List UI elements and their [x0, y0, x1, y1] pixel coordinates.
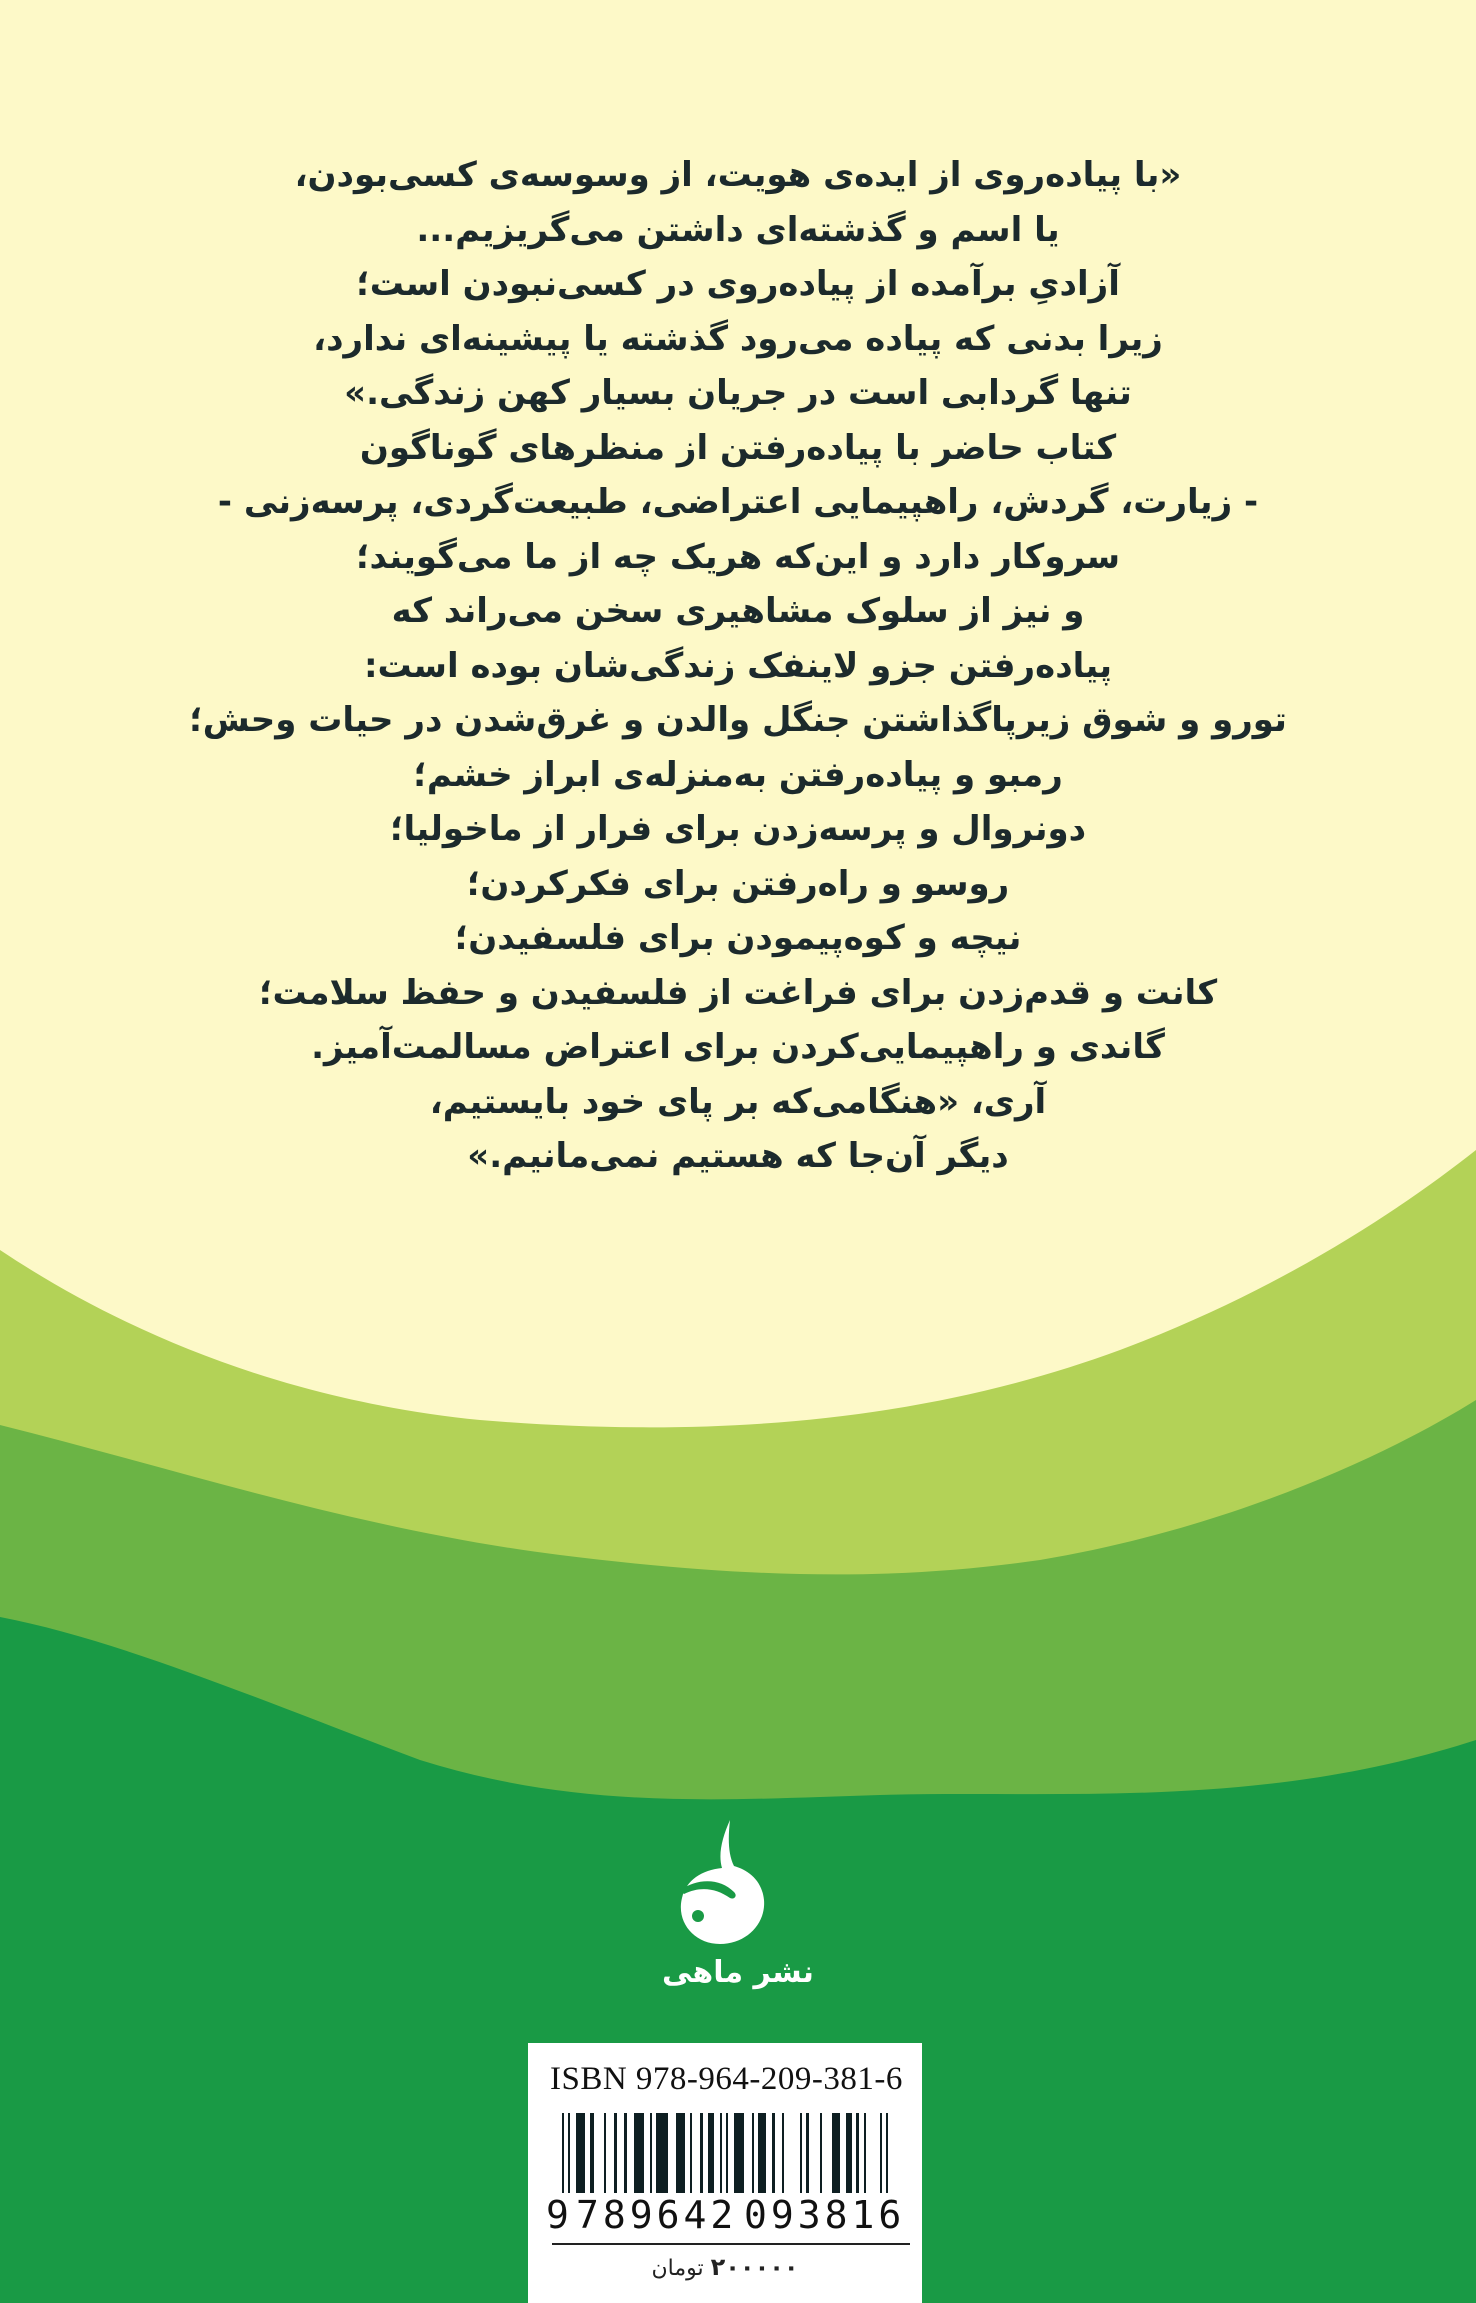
blurb-line: روسو و راه‌رفتن برای فکرکردن؛ — [466, 863, 1010, 904]
blurb-line: سروکار دارد و این‌که هریک چه از ما می‌گویند؛ — [355, 536, 1121, 577]
blurb-line: پیاده‌رفتن جزو لاینفک زندگی‌شان بوده است: — [363, 645, 1113, 686]
barcode-digit-first: 9 — [546, 2193, 569, 2237]
blurb-line: کتاب حاضر با پیاده‌رفتن از منظرهای گوناگون — [359, 427, 1117, 468]
barcode-digits-left: 789642 — [576, 2193, 738, 2237]
blurb-line: دیگر آن‌جا که هستیم نمی‌مانیم.» — [467, 1136, 1009, 1176]
fish-drop-logo-icon — [672, 1818, 772, 1948]
price-currency: تومان — [651, 2256, 704, 2281]
blurb-line: آزادیِ برآمده از پیاده‌روی در کسی‌نبودن است؛ — [356, 264, 1120, 304]
price-amount: ۲۰۰۰۰۰ — [710, 2253, 799, 2281]
blurb-line: کانت و قدم‌زدن برای فراغت از فلسفیدن و حفظ سلامت؛ — [258, 972, 1218, 1013]
price-label — [528, 2253, 922, 2281]
blurb-line: آری، «هنگامی‌که بر پای خود بایستیم، — [429, 1081, 1047, 1122]
barcode-digits-right: 093816 — [744, 2193, 906, 2237]
blurb-line: رمبو و پیاده‌رفتن به‌منزله‌ی ابراز خشم؛ — [413, 754, 1063, 795]
isbn-barcode-panel — [528, 2043, 922, 2303]
blurb-line: - زیارت، گردش، راهپیمایی اعتراضی، طبیعت‌گردی، پرسه‌زنی - — [217, 482, 1259, 522]
blurb-line: تنها گردابی است در جریان بسیار کهن زندگی.» — [344, 373, 1132, 413]
blurb-line: زیرا بدنی که پیاده می‌رود گذشته یا پیشینه‌ای ندارد، — [313, 318, 1163, 359]
blurb-line: گاندی و راهپیمایی‌کردن برای اعتراض مسالمت‌آمیز. — [311, 1027, 1165, 1067]
blurb-line: «با پیاده‌روی از ایده‌ی هویت، از وسوسه‌ی کسی‌بودن، — [294, 155, 1182, 195]
blurb-line: و نیز از سلوک مشاهیری سخن می‌راند که — [391, 591, 1085, 631]
blurb-line: یا اسم و گذشته‌ای داشتن می‌گریزیم... — [416, 209, 1060, 250]
price-divider — [552, 2243, 910, 2245]
blurb-line: دونروال و پرسه‌زدن برای فرار از ماخولیا؛ — [389, 809, 1087, 849]
isbn-label: ISBN 978-964-209-381-6 — [550, 2061, 903, 2097]
back-cover-blurb — [0, 148, 1476, 1184]
blurb-line: تورو و شوق زیرپاگذاشتن جنگل والدن و غرق‌شدن در حیات وحش؛ — [189, 700, 1287, 740]
barcode-digits — [546, 2193, 910, 2237]
blurb-line: نیچه و کوه‌پیمودن برای فلسفیدن؛ — [454, 918, 1022, 958]
publisher-name: نشر ماهی — [662, 1955, 814, 1990]
